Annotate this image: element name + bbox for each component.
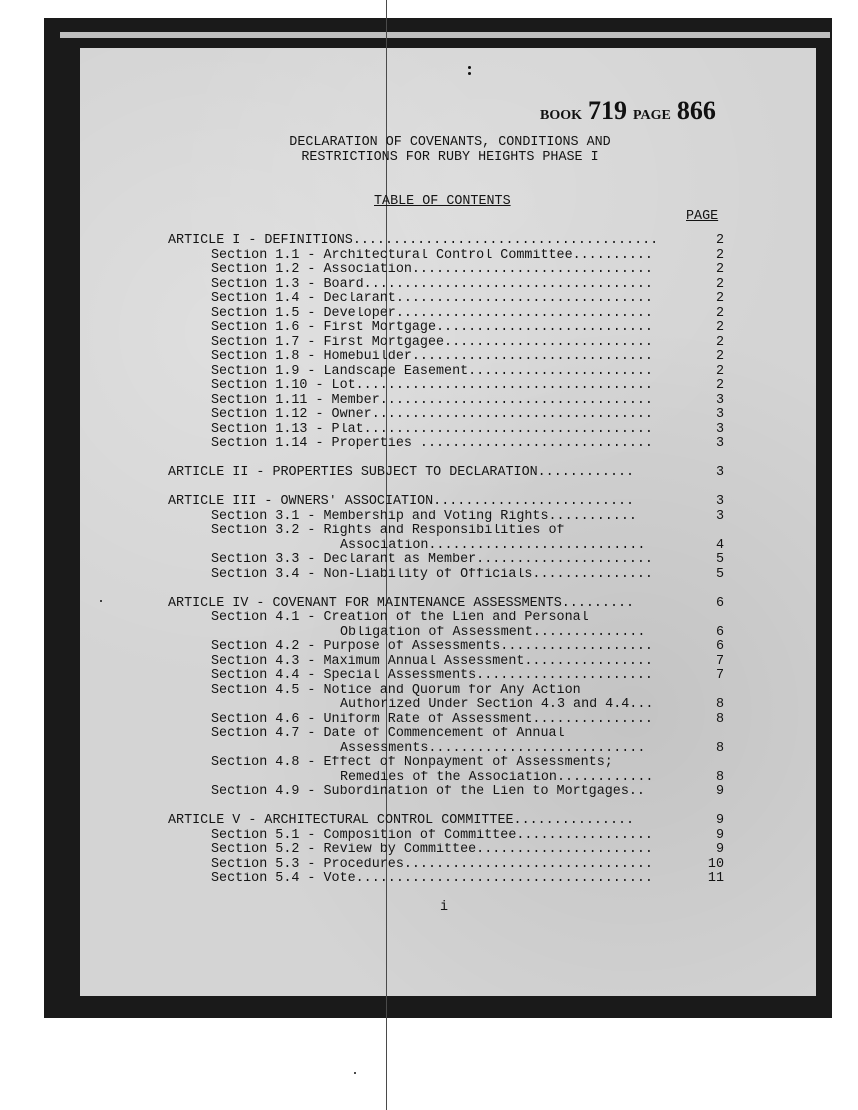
toc-entry-text: Section 1.4 - Declarant................................ (211, 292, 653, 306)
toc-entry-page: 7 (715, 653, 724, 669)
toc-article-row (168, 466, 724, 481)
toc-entry-text: Section 4.9 - Subordination of the Lien to Mortgages.. (211, 785, 645, 799)
toc-continuation-row (168, 742, 724, 757)
toc-section-row (168, 640, 724, 655)
toc-entry-page: 2 (715, 276, 724, 292)
toc-entry-page: 3 (715, 421, 724, 437)
toc-section-row (168, 408, 724, 423)
toc-entry-page: 8 (715, 711, 724, 727)
toc-entry-page: 9 (715, 784, 724, 799)
toc-section-row (168, 321, 724, 336)
toc-entry-text: Section 1.12 - Owner................................... (211, 408, 653, 422)
toc-heading: TABLE OF CONTENTS (374, 194, 511, 209)
toc-entry-page (700, 524, 724, 539)
scan-speck (468, 72, 471, 75)
toc-entry-text: Remedies of the Association............ (340, 770, 654, 785)
scan-speck (100, 600, 102, 602)
toc-article-row (168, 495, 724, 510)
toc-section-row (168, 727, 724, 742)
toc-entry-text: ARTICLE IV - COVENANT FOR MAINTENANCE ASSESSMENTS......... (168, 596, 635, 611)
toc-entry-page: 3 (715, 494, 724, 509)
title-line-1: DECLARATION OF COVENANTS, CONDITIONS AND (289, 135, 611, 150)
toc-entry-text: ARTICLE II - PROPERTIES SUBJECT TO DECLARATION............ (168, 466, 635, 480)
toc-article-row (168, 597, 724, 612)
toc-entry-text: ARTICLE I - DEFINITIONS...................................... (168, 234, 659, 248)
toc-entry-page: 9 (715, 827, 724, 843)
toc-section-row (168, 829, 724, 844)
toc-entry-page: 10 (707, 856, 724, 872)
toc-section-row (168, 336, 724, 351)
toc-entry-text: Section 4.4 - Special Assessments...................... (211, 669, 653, 683)
toc-entry-page: 9 (715, 813, 724, 828)
toc-entry-page: 3 (715, 436, 724, 451)
toc-entry-page: 2 (715, 262, 724, 277)
book-page: 866 (676, 96, 716, 125)
toc-entry-text: Section 3.3 - Declarant as Member...................... (211, 553, 653, 567)
toc-entry-page: 2 (715, 378, 724, 393)
toc-entry-page: 3 (715, 465, 724, 480)
toc-entry-text: Section 4.5 - Notice and Quorum for Any Action (211, 683, 581, 698)
toc-entry-page: 4 (715, 537, 724, 553)
toc-continuation-row (168, 698, 724, 713)
toc-entry-page: 2 (715, 363, 724, 379)
toc-entry-text: Section 5.4 - Vote..................................... (211, 872, 653, 886)
toc-entry-page: 5 (715, 566, 724, 582)
toc-section-row (168, 263, 724, 278)
toc-entry-text: Section 1.2 - Association.............................. (211, 263, 653, 277)
toc-section-row (168, 872, 724, 887)
toc-section-row (168, 553, 724, 568)
toc-entry-text: ARTICLE V - ARCHITECTURAL CONTROL COMMITTEE............... (168, 814, 635, 828)
toc-entry-text: Section 4.6 - Uniform Rate of Assessment............... (211, 712, 653, 727)
toc-section-row (168, 423, 724, 438)
toc-entry-page: 2 (715, 320, 724, 335)
toc-entry-text: Section 5.1 - Composition of Committee................. (211, 828, 653, 843)
toc-section-row (168, 394, 724, 409)
toc-entry-text: Section 1.1 - Architectural Control Committee.......... (211, 248, 653, 263)
toc-entry-page: 6 (715, 595, 724, 611)
toc-entry-page: 3 (715, 407, 724, 422)
toc-section-row (168, 278, 724, 293)
toc-section-row (168, 858, 724, 873)
toc-entry-text: Section 5.2 - Review by Committee...................... (211, 843, 653, 857)
toc-entry-text: Section 5.3 - Procedures............................... (211, 857, 653, 872)
toc-section-row (168, 307, 724, 322)
page-label: PAGE (633, 108, 671, 123)
toc-section-row (168, 292, 724, 307)
toc-entry-page: 2 (715, 291, 724, 306)
toc-entry-text: Section 1.3 - Board.................................... (211, 277, 653, 292)
toc-entry-page: 7 (715, 668, 724, 683)
toc-entry-text: Section 1.11 - Member.................................. (211, 393, 653, 408)
toc-entry-page: 8 (715, 697, 724, 712)
toc-entry-text: Section 4.7 - Date of Commencement of Annual (211, 727, 565, 741)
toc-entry-text: Section 1.9 - Landscape Easement....................... (211, 364, 653, 379)
toc-section-row (168, 379, 724, 394)
toc-entry-page (700, 611, 724, 626)
toc-section-row (168, 785, 724, 800)
toc-entry-page: 3 (715, 508, 724, 524)
toc-section-row (168, 437, 724, 452)
toc-section-row (168, 655, 724, 670)
toc-entry-page (700, 727, 724, 742)
toc-entry-text: Section 1.13 - Plat.................................... (211, 422, 653, 437)
table-of-contents (168, 234, 724, 887)
toc-entry-text: Section 3.2 - Rights and Responsibilities of (211, 524, 565, 538)
toc-continuation-row (168, 626, 724, 641)
toc-continuation-row (168, 771, 724, 786)
toc-entry-text: Section 1.7 - First Mortgagee.......................... (211, 335, 653, 350)
toc-entry-text: Section 1.6 - First Mortgage........................... (211, 321, 653, 335)
toc-section-row (168, 350, 724, 365)
toc-entry-text: Section 1.8 - Homebuilder.............................. (211, 350, 653, 364)
toc-entry-page: 8 (715, 740, 724, 756)
toc-entry-text: ARTICLE III - OWNERS' ASSOCIATION......................... (168, 495, 635, 509)
toc-section-row (168, 568, 724, 583)
toc-entry-page: 2 (715, 349, 724, 364)
toc-entry-text: Association........................... (340, 538, 646, 553)
toc-entry-page: 2 (715, 233, 724, 248)
toc-section-row (168, 843, 724, 858)
toc-entry-text: Section 4.3 - Maximum Annual Assessment................ (211, 654, 653, 669)
toc-section-row (168, 510, 724, 525)
toc-article-row (168, 234, 724, 249)
toc-entry-text: Section 3.4 - Non-Liability of Officials............... (211, 567, 653, 582)
toc-entry-page: 6 (715, 639, 724, 654)
toc-section-row (168, 713, 724, 728)
toc-entry-page: 11 (707, 871, 724, 886)
toc-entry-page: 2 (715, 334, 724, 350)
toc-section-row (168, 756, 724, 771)
toc-section-row (168, 249, 724, 264)
title-line-2: RESTRICTIONS FOR RUBY HEIGHTS PHASE I (301, 149, 599, 165)
toc-section-row (168, 611, 724, 626)
toc-entry-page: 2 (715, 305, 724, 321)
scan-speck (354, 1072, 356, 1074)
toc-entry-text: Section 4.1 - Creation of the Lien and Personal (211, 611, 589, 625)
book-page-stamp (540, 96, 716, 126)
toc-entry-page (700, 756, 724, 771)
toc-article-row (168, 814, 724, 829)
book-label: BOOK (540, 108, 583, 123)
page-number: i (440, 900, 449, 915)
toc-entry-text: Obligation of Assessment.............. (340, 625, 646, 640)
toc-section-row (168, 684, 724, 699)
toc-entry-page: 8 (715, 769, 724, 785)
toc-entry-text: Authorized Under Section 4.3 and 4.4... (340, 698, 654, 712)
toc-entry-page: 5 (715, 552, 724, 567)
scan-speck (468, 66, 471, 69)
toc-entry-text: Section 1.10 - Lot..................................... (211, 379, 653, 393)
page-column-header: PAGE (686, 209, 719, 224)
toc-entry-text: Section 4.2 - Purpose of Assessments................... (211, 640, 653, 654)
scan-top-edge (60, 32, 830, 38)
toc-entry-text: Section 4.8 - Effect of Nonpayment of Assessments; (211, 756, 613, 770)
document-title (230, 136, 670, 165)
toc-entry-text: Assessments........................... (340, 741, 646, 756)
toc-entry-text: Section 1.14 - Properties ............................. (211, 437, 653, 451)
toc-section-row (168, 524, 724, 539)
toc-entry-page: 2 (715, 247, 724, 263)
toc-entry-page: 6 (715, 624, 724, 640)
toc-entry-page: 3 (715, 392, 724, 408)
book-volume: 719 (588, 96, 628, 125)
toc-entry-text: Section 1.5 - Developer................................ (211, 306, 653, 321)
toc-continuation-row (168, 539, 724, 554)
toc-entry-page (700, 684, 724, 699)
toc-entry-text: Section 3.1 - Membership and Voting Rights........... (211, 509, 637, 524)
toc-section-row (168, 365, 724, 380)
toc-section-row (168, 669, 724, 684)
toc-entry-page: 9 (715, 842, 724, 857)
